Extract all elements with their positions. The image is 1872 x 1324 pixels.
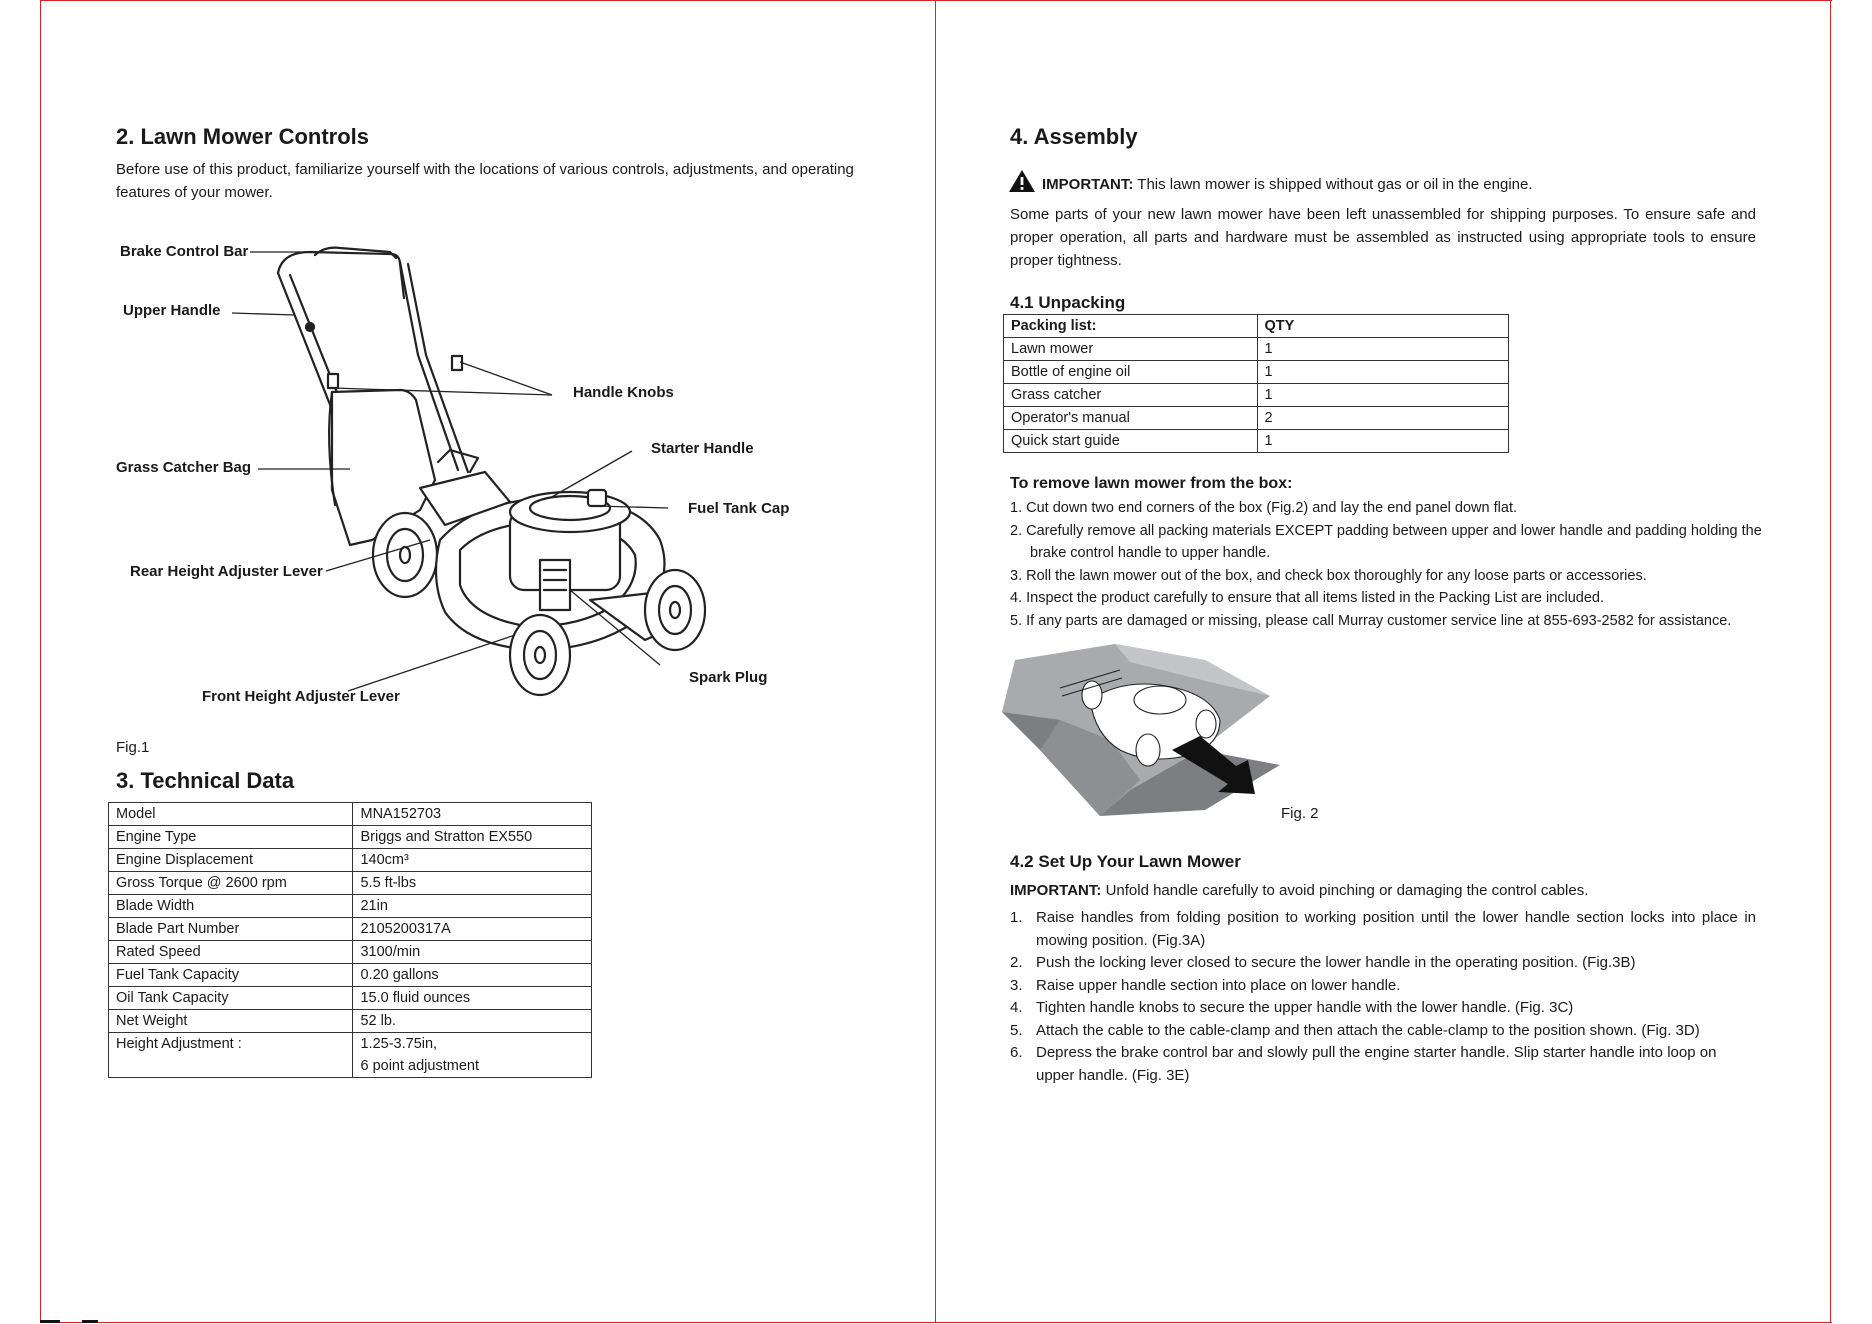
table-cell-label: Gross Torque @ 2600 rpm (109, 872, 353, 895)
table-cell-value: 0.20 gallons (353, 964, 592, 987)
remove-title: To remove lawn mower from the box: (1010, 475, 1293, 492)
section-4-1-title: 4.1 Unpacking (1010, 293, 1126, 312)
important-label: IMPORTANT: (1010, 882, 1102, 899)
section-4-title: 4. Assembly (1010, 124, 1138, 149)
table-cell-qty: 1 (1257, 430, 1508, 453)
section-4-2-title: 4.2 Set Up Your Lawn Mower (1010, 852, 1241, 871)
table-cell-item: Quick start guide (1004, 430, 1258, 453)
table-row (109, 803, 592, 826)
table-cell-label: Height Adjustment : (109, 1033, 353, 1078)
callout-handle-knobs: Handle Knobs (573, 384, 674, 401)
important-notice (1008, 169, 1533, 196)
table-cell-qty: 1 (1257, 361, 1508, 384)
table-row (109, 849, 592, 872)
section-2-title: 2. Lawn Mower Controls (116, 124, 370, 149)
callout-rear-height-adjuster: Rear Height Adjuster Lever (130, 563, 323, 580)
technical-data-table (108, 802, 592, 1078)
table-cell-item: Lawn mower (1004, 338, 1258, 361)
table-row (109, 941, 592, 964)
table-cell-label: Blade Part Number (109, 918, 353, 941)
remove-step: 5. If any parts are damaged or missing, please call Murray customer service line at 855-693-2582 for assistance. (1010, 612, 1732, 629)
section-3-title: 3. Technical Data (116, 768, 295, 793)
list-item: 5. Attach the cable to the cable-clamp and then attach the cable-clamp to the position shown. (Fig. 3D) (1010, 1021, 1700, 1039)
table-cell-item: Operator's manual (1004, 407, 1258, 430)
remove-step: 3. Roll the lawn mower out of the box, and check box thoroughly for any loose parts or accessories. (1010, 567, 1647, 584)
table-cell-value: 140cm³ (353, 849, 592, 872)
table-cell-value: 2105200317A (353, 918, 592, 941)
table-cell-label: Model (109, 803, 353, 826)
table-row (109, 918, 592, 941)
table-row (1004, 384, 1509, 407)
table-cell-label: Net Weight (109, 1010, 353, 1033)
remove-step: 2. Carefully remove all packing materials EXCEPT padding between upper and lower handle and padding holding the brake control handle to upper handle. (1010, 522, 1762, 561)
list-item: 3. Raise upper handle section into place on lower handle. (1010, 976, 1401, 994)
table-cell-qty: 1 (1257, 384, 1508, 407)
left-page-border (40, 0, 41, 1322)
table-row (109, 872, 592, 895)
table-cell-label: Rated Speed (109, 941, 353, 964)
list-item: 1. Raise handles from folding position to working position until the lower handle section locks into place in mowing position. (Fig.3A) (1010, 909, 1756, 949)
table-cell-value: Briggs and Stratton EX550 (353, 826, 592, 849)
table-cell-label: Engine Type (109, 826, 353, 849)
callout-upper-handle: Upper Handle (123, 302, 221, 319)
table-cell-value: 3100/min (353, 941, 592, 964)
table-row (1004, 407, 1509, 430)
fig2-caption: Fig. 2 (1281, 805, 1319, 822)
list-item: 2. Push the locking lever closed to secure the lower handle in the operating position. (Fig.3B) (1010, 954, 1636, 971)
crop-mark (82, 1320, 98, 1323)
fig1-caption: Fig.1 (116, 739, 150, 756)
table-cell-label: Fuel Tank Capacity (109, 964, 353, 987)
table-row (109, 895, 592, 918)
table-row (1004, 361, 1509, 384)
table-header-item: Packing list: (1004, 315, 1258, 338)
callout-brake-control-bar: Brake Control Bar (120, 243, 249, 260)
packing-list-table (1003, 314, 1509, 453)
crop-mark (40, 1320, 60, 1323)
unboxing-illustration (1000, 640, 1290, 820)
remove-steps (1010, 497, 1766, 632)
section-2-intro: Before use of this product, familiarize yourself with the locations of various controls, adjustments, and operating features of your mower. (116, 161, 854, 201)
table-row (1004, 338, 1509, 361)
setup-important-notice (1010, 879, 1588, 902)
setup-steps (1010, 907, 1756, 1087)
warning-icon (1008, 169, 1036, 193)
table-cell-value: 5.5 ft-lbs (353, 872, 592, 895)
important-text: This lawn mower is shipped without gas or oil in the engine. (1137, 176, 1533, 193)
important-text: Unfold handle carefully to avoid pinching or damaging the control cables. (1105, 882, 1589, 899)
table-row (109, 826, 592, 849)
page-divider (935, 0, 936, 1322)
table-cell-label: Engine Displacement (109, 849, 353, 872)
table-header-qty: QTY (1257, 315, 1508, 338)
list-item: 4. Tighten handle knobs to secure the upper handle with the lower handle. (Fig. 3C) (1010, 999, 1574, 1016)
table-cell-qty: 2 (1257, 407, 1508, 430)
table-cell-value: 21in (353, 895, 592, 918)
height-adjustment-points: 6 point adjustment (360, 1058, 479, 1074)
table-cell-value: MNA152703 (353, 803, 592, 826)
table-cell-value: 52 lb. (353, 1010, 592, 1033)
list-item: 6. Depress the brake control bar and slowly pull the engine starter handle. Slip starter handle into loop on upper handle. (Fig. 3E) (1010, 1044, 1717, 1084)
remove-step: 1. Cut down two end corners of the box (Fig.2) and lay the end panel down flat. (1010, 500, 1517, 516)
table-cell-label: Oil Tank Capacity (109, 987, 353, 1010)
table-cell-item: Bottle of engine oil (1004, 361, 1258, 384)
table-cell-label: Blade Width (109, 895, 353, 918)
table-row (109, 1033, 592, 1078)
remove-step: 4. Inspect the product carefully to ensure that all items listed in the Packing List are included. (1010, 590, 1605, 606)
important-label: IMPORTANT: (1042, 176, 1134, 193)
callout-front-height-adjuster: Front Height Adjuster Lever (202, 688, 400, 705)
table-cell-value (353, 1033, 592, 1078)
table-row (1004, 430, 1509, 453)
table-header-row (1004, 315, 1509, 338)
table-cell-value: 15.0 fluid ounces (353, 987, 592, 1010)
table-row (109, 964, 592, 987)
height-adjustment-range: 1.25-3.75in, (360, 1036, 438, 1052)
callout-spark-plug: Spark Plug (689, 669, 768, 686)
table-row (109, 1010, 592, 1033)
right-page-border (1830, 0, 1831, 1322)
assembly-paragraph: Some parts of your new lawn mower have been left unassembled for shipping purposes. To ensure safe and proper operation, all parts and hardware must be assembled as instructed using appropriate tools to ensure proper tightness. (1010, 206, 1756, 269)
table-cell-qty: 1 (1257, 338, 1508, 361)
callout-grass-catcher-bag: Grass Catcher Bag (116, 459, 252, 476)
table-row (109, 987, 592, 1010)
table-cell-item: Grass catcher (1004, 384, 1258, 407)
top-border (40, 0, 1832, 2)
callout-starter-handle: Starter Handle (651, 440, 754, 457)
callout-fuel-tank-cap: Fuel Tank Cap (688, 500, 790, 517)
